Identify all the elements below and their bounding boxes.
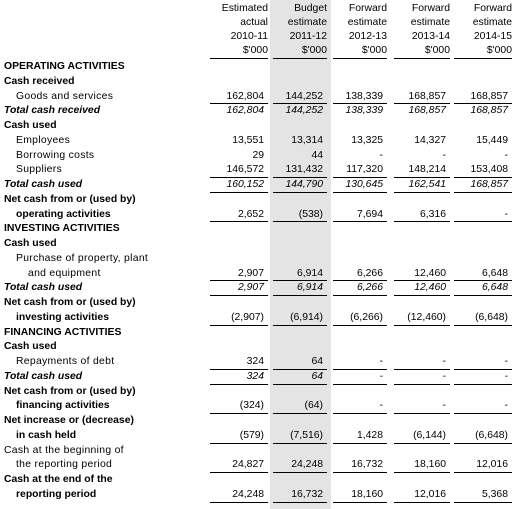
column-header-line: $'000 [301,45,327,56]
table-row [0,385,515,399]
value-cell: 168,857 [470,105,508,117]
column-header-line: 2011-12 [289,31,327,42]
value-cell: 15,449 [476,134,508,146]
table-row [0,355,515,369]
column-header-line: Estimated [221,3,268,14]
value-cell: 148,214 [408,164,446,176]
value-cell: 12,016 [414,488,446,500]
value-cell: (579) [239,429,264,441]
row-label: INVESTING ACTIVITIES [4,223,120,235]
value-cell: 146,572 [226,164,264,176]
column-header-line: Forward [348,3,387,14]
column-header-line: Budget [294,3,327,14]
row-label: the reporting period [16,459,113,471]
value-cell: 12,460 [414,282,446,294]
row-label: Cash at the beginning of [4,444,124,456]
row-label: investing activities [16,311,109,323]
value-cell: - [504,149,508,161]
row-label: financing activities [16,400,110,412]
row-label: Cash used [4,238,57,249]
table-row [0,311,515,325]
table-row [0,267,515,281]
row-label: Employees [16,134,71,146]
row-label: Net cash from or (used by) [4,193,136,205]
value-cell: 6,914 [296,282,323,294]
value-cell: 6,266 [356,282,383,294]
value-cell: 117,320 [346,164,383,176]
column-header-line: estimate [410,17,450,28]
value-cell: 16,732 [351,459,383,471]
row-label: Total cash used [4,282,83,294]
value-cell: 1,428 [356,429,383,441]
value-cell: 6,648 [481,267,508,279]
value-cell: 13,314 [291,134,323,146]
row-label: operating activities [16,208,111,220]
value-cell: 144,790 [285,179,323,190]
value-cell: 12,016 [476,459,508,471]
table-row [0,370,515,384]
value-cell: 168,857 [408,105,446,117]
value-cell: 6,266 [356,267,383,279]
header-rule [454,58,512,59]
value-cell: 13,325 [351,134,383,146]
table-row [0,488,515,502]
column-header [329,0,387,58]
value-cell: 130,645 [345,179,383,190]
row-rule [454,502,512,503]
column-header [206,0,268,58]
column-header-line: estimate [472,17,512,28]
column-header [269,0,327,58]
value-cell: 324 [246,356,264,367]
value-cell: 6,316 [419,208,446,220]
column-header-line: $'000 [424,45,450,56]
column-header-line: 2010-11 [230,31,268,42]
header-rule [273,58,327,59]
table-row [0,75,515,89]
value-cell: 6,648 [481,282,508,294]
column-header [450,0,512,58]
table-row [0,208,515,222]
value-cell: - [442,356,446,367]
row-label: Total cash used [4,370,83,382]
row-label: in cash held [16,429,77,441]
column-header-line: $'000 [242,45,268,56]
column-header-line: estimate [287,17,327,28]
column-header-line: 2012-13 [348,31,387,42]
table-row [0,104,515,118]
value-cell: 13,551 [232,134,264,146]
column-header-line: estimate [347,17,387,28]
value-cell: 131,432 [285,164,323,176]
table-row [0,473,515,487]
value-cell: 18,160 [414,459,446,471]
value-cell: (6,914) [290,311,323,323]
column-header-line: $'000 [486,45,512,56]
value-cell: (12,460) [407,311,446,323]
row-label: Total cash used [4,179,83,190]
row-label: Net cash from or (used by) [4,385,136,397]
row-label: Suppliers [16,164,63,176]
value-cell: (6,648) [475,429,508,441]
row-label: Cash used [4,341,57,353]
value-cell: (6,648) [475,311,508,323]
row-label: and equipment [28,267,101,279]
value-cell: - [504,356,508,367]
row-label: Goods and services [16,90,114,102]
row-label: Cash received [4,75,75,87]
value-cell: 160,152 [226,179,264,190]
value-cell: 162,804 [226,90,264,102]
value-cell: 168,857 [470,179,508,190]
value-cell: 14,327 [414,134,446,146]
row-label: Cash used [4,120,57,131]
header-rule [333,58,387,59]
value-cell: 24,248 [291,459,323,471]
column-header-line: 2014-15 [473,31,512,42]
value-cell: 7,694 [356,208,383,220]
table-row [0,149,515,163]
column-header-line: Forward [473,3,512,14]
value-cell: - [504,370,508,382]
value-cell: - [442,370,446,382]
table-row [0,222,515,236]
table-row [0,119,515,133]
value-cell: (2,907) [231,311,264,323]
value-cell: (6,266) [350,311,383,323]
row-label: FINANCING ACTIVITIES [4,326,122,338]
value-cell: - [379,149,383,161]
table-row [0,178,515,192]
value-cell: 64 [311,370,323,382]
value-cell: 16,732 [291,488,323,500]
table-row [0,414,515,428]
table-row [0,340,515,354]
column-header [390,0,450,58]
value-cell: 162,804 [226,105,264,117]
table-row [0,458,515,472]
value-cell: 44 [311,149,323,161]
table-row [0,163,515,177]
value-cell: 153,408 [470,164,508,176]
table-row [0,429,515,443]
value-cell: - [504,400,508,412]
table-row [0,237,515,251]
value-cell: 144,252 [285,90,323,102]
value-cell: - [504,208,508,220]
value-cell: - [379,400,383,412]
value-cell: 324 [246,370,264,382]
value-cell: - [442,400,446,412]
table-row [0,90,515,104]
value-cell: 6,914 [296,267,323,279]
table-row [0,193,515,207]
value-cell: 24,248 [232,488,264,500]
table-row [0,444,515,458]
table-row [0,296,515,310]
value-cell: - [379,370,383,382]
row-label: Net increase or (decrease) [4,415,134,426]
value-cell: (324) [239,400,264,412]
value-cell: (64) [304,400,323,412]
value-cell: 138,339 [345,105,383,117]
table-row [0,60,515,74]
value-cell: 168,857 [408,90,446,102]
row-label: Cash at the end of the [4,474,113,485]
value-cell: - [379,356,383,367]
value-cell: 168,857 [470,90,508,102]
row-rule [210,502,268,503]
row-label: Purchase of property, plant [16,252,149,264]
column-header-line: actual [240,17,268,28]
value-cell: 24,827 [232,459,264,471]
row-label: Net cash from or (used by) [4,297,136,308]
table-row [0,399,515,413]
header-rule [394,58,450,59]
value-cell: (7,516) [290,429,323,441]
row-label: Repayments of debt [16,356,115,367]
value-cell: (538) [298,208,323,220]
column-header-line: $'000 [361,45,387,56]
table-row [0,134,515,148]
row-label: OPERATING ACTIVITIES [4,61,125,72]
row-label: Total cash received [4,105,101,117]
value-cell: (6,144) [413,429,446,441]
value-cell: 5,368 [481,488,508,500]
row-rule [333,502,387,503]
value-cell: 162,541 [408,179,446,190]
column-header-line: Forward [411,3,450,14]
value-cell: 29 [252,149,264,161]
table-row [0,326,515,340]
row-rule [394,502,450,503]
value-cell: - [442,149,446,161]
row-label: reporting period [16,488,97,500]
value-cell: 2,907 [237,267,264,279]
row-label: Borrowing costs [16,149,95,161]
header-rule [210,58,268,59]
value-cell: 2,652 [237,208,264,220]
value-cell: 138,339 [345,90,383,102]
table-row [0,252,515,266]
value-cell: 144,252 [285,105,323,117]
value-cell: 2,907 [237,282,264,294]
value-cell: 12,460 [414,267,446,279]
row-rule [273,502,327,503]
value-cell: 64 [311,356,323,367]
column-header-line: 2013-14 [411,31,450,42]
value-cell: 18,160 [351,488,383,500]
table-row [0,281,515,295]
